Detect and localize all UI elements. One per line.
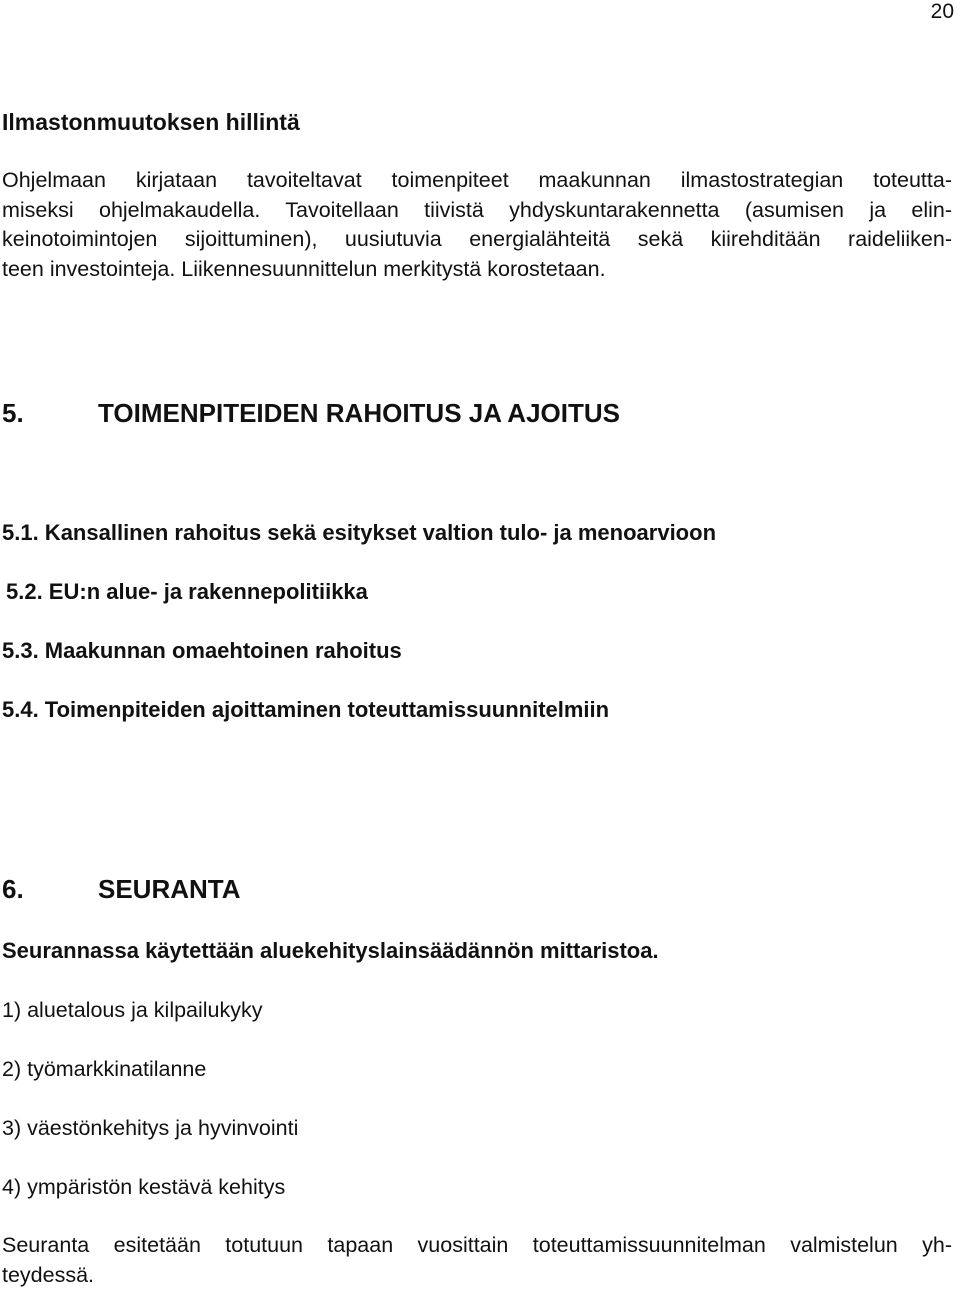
- list-item: 2) työmarkkinatilanne: [2, 1057, 207, 1081]
- list-item: 3) väestönkehitys ja hyvinvointi: [2, 1116, 299, 1140]
- page-number: 20: [930, 0, 954, 23]
- climate-heading: Ilmastonmuutoksen hillintä: [2, 109, 300, 135]
- paragraph-line: teen investointeja. Liikennesuunnittelun merkitystä korostetaan.: [2, 256, 606, 281]
- section-number: 6.: [2, 874, 24, 904]
- paragraph-line: teydessä.: [2, 1262, 95, 1287]
- closing-paragraph: [2, 1231, 952, 1290]
- section-title: SEURANTA: [98, 874, 241, 904]
- list-item: 1) aluetalous ja kilpailukyky: [2, 998, 263, 1022]
- climate-paragraph: [2, 166, 952, 284]
- subsection-5-4: 5.4. Toimenpiteiden ajoittaminen toteuttamissuunnitelmiin: [2, 697, 610, 722]
- section-6-heading: [2, 874, 241, 904]
- subsection-5-1: 5.1. Kansallinen rahoitus sekä esitykset valtion tulo- ja menoarvioon: [2, 520, 717, 545]
- section-6-lead: Seurannassa käytettään aluekehityslainsäädännön mittaristoa.: [2, 938, 659, 963]
- section-title: TOIMENPITEIDEN RAHOITUS JA AJOITUS: [98, 398, 620, 428]
- paragraph-line: keinotoimintojen sijoittuminen), uusiutuvia energialähteitä sekä kiirehditään raideliiken-: [2, 227, 952, 251]
- paragraph-line: Seuranta esitetään totutuun tapaan vuosittain toteuttamissuunnitelman valmistelun yh-: [2, 1233, 952, 1257]
- subsection-5-2: 5.2. EU:n alue- ja rakennepolitiikka: [6, 579, 368, 604]
- section-5-heading: [2, 398, 620, 428]
- subsection-5-3: 5.3. Maakunnan omaehtoinen rahoitus: [2, 638, 402, 663]
- paragraph-line: Ohjelmaan kirjataan tavoiteltavat toimenpiteet maakunnan ilmastostrategian toteutta-: [2, 168, 952, 192]
- paragraph-line: miseksi ohjelmakaudella. Tavoitellaan tiivistä yhdyskuntarakennetta (asumisen ja elin-: [2, 197, 952, 222]
- section-number: 5.: [2, 398, 24, 428]
- list-item: 4) ympäristön kestävä kehitys: [2, 1175, 286, 1199]
